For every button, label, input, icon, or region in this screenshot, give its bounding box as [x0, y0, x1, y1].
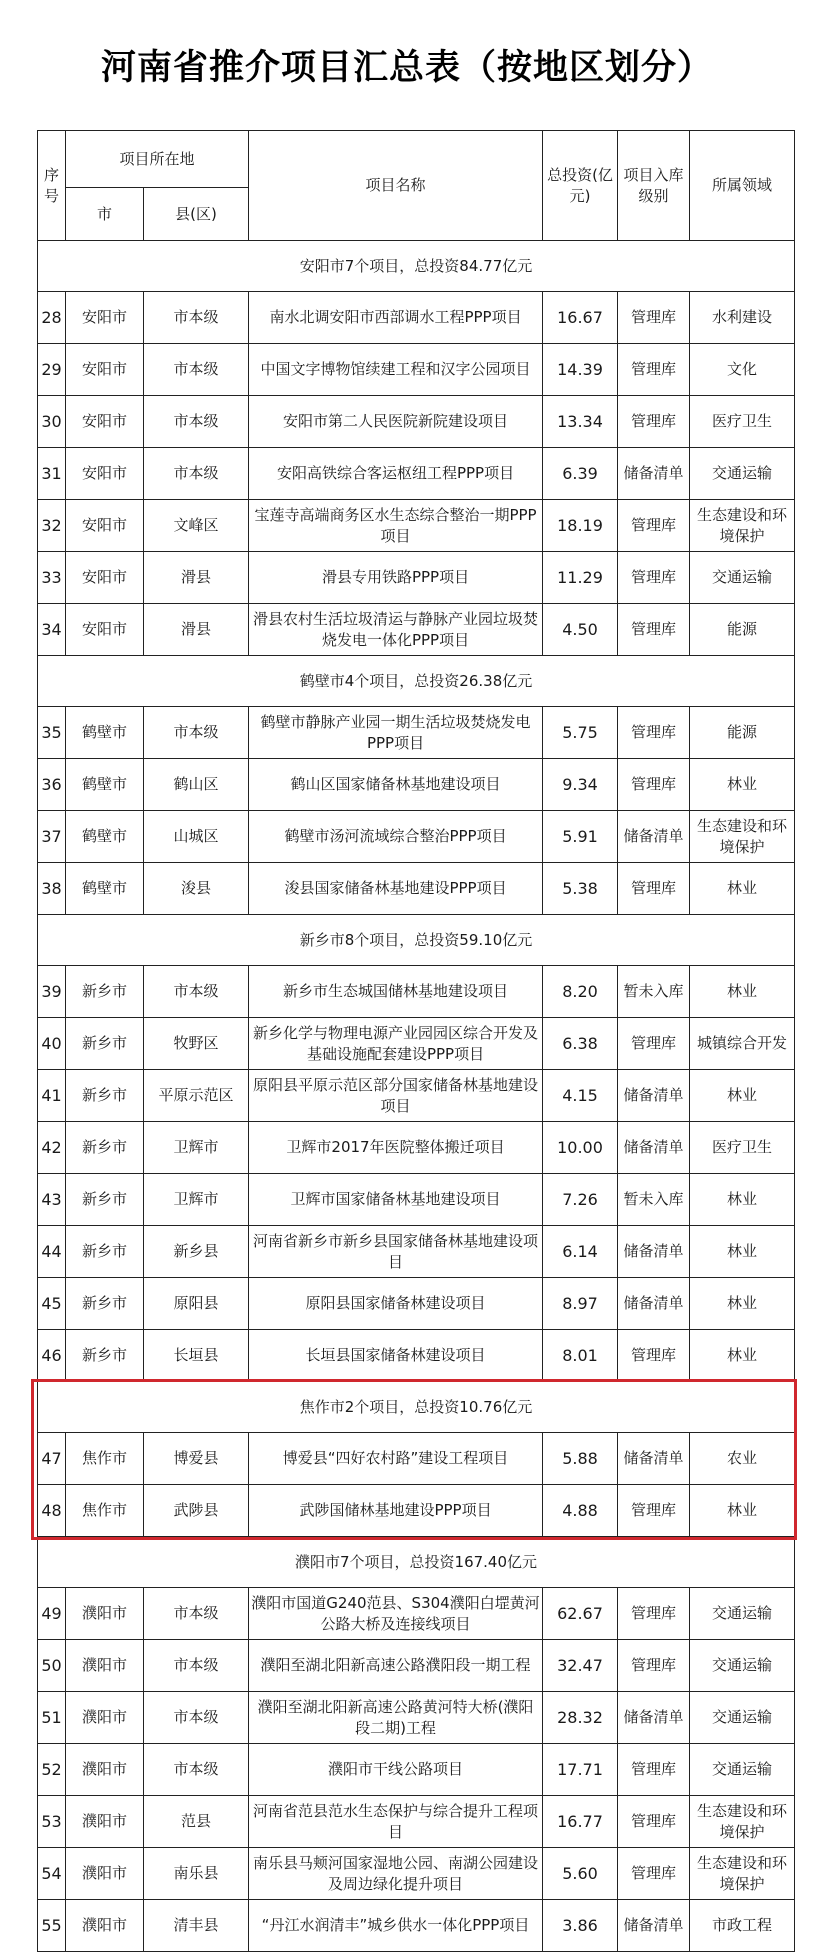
- cell-investment: 32.47: [543, 1640, 618, 1692]
- table-row: [38, 396, 795, 448]
- cell-investment: 5.75: [543, 707, 618, 759]
- cell-seq: 46: [38, 1330, 66, 1382]
- cell-project-name: 河南省范县范水生态保护与综合提升工程项目: [249, 1796, 543, 1848]
- cell-seq: 28: [38, 292, 66, 344]
- cell-project-name: 濮阳市国道G240范县、S304濮阳白堽黄河公路大桥及连接线项目: [249, 1588, 543, 1640]
- table-row: [38, 1744, 795, 1796]
- table-body: [38, 241, 795, 1952]
- cell-level: 管理库: [618, 396, 690, 448]
- cell-county: 博爱县: [144, 1433, 249, 1485]
- cell-project-name: 滑县农村生活垃圾清运与静脉产业园垃圾焚烧发电一体化PPP项目: [249, 604, 543, 656]
- cell-level: 管理库: [618, 1588, 690, 1640]
- cell-city: 新乡市: [66, 1330, 144, 1382]
- cell-county: 山城区: [144, 811, 249, 863]
- cell-field: 生态建设和环境保护: [690, 811, 795, 863]
- cell-seq: 37: [38, 811, 66, 863]
- header-field: 所属领域: [690, 131, 795, 241]
- cell-investment: 28.32: [543, 1692, 618, 1744]
- group-summary-row: [38, 241, 795, 292]
- cell-project-name: 原阳县国家储备林建设项目: [249, 1278, 543, 1330]
- group-summary: 濮阳市7个项目，总投资167.40亿元: [38, 1537, 795, 1588]
- table-row: [38, 1226, 795, 1278]
- cell-city: 鹤壁市: [66, 707, 144, 759]
- cell-investment: 16.77: [543, 1796, 618, 1848]
- cell-seq: 33: [38, 552, 66, 604]
- cell-field: 市政工程: [690, 1900, 795, 1952]
- table-row: [38, 1900, 795, 1952]
- cell-level: 管理库: [618, 707, 690, 759]
- cell-city: 濮阳市: [66, 1640, 144, 1692]
- cell-city: 安阳市: [66, 500, 144, 552]
- cell-seq: 54: [38, 1848, 66, 1900]
- group-summary-row: [38, 1382, 795, 1433]
- cell-project-name: 新乡化学与物理电源产业园园区综合开发及基础设施配套建设PPP项目: [249, 1018, 543, 1070]
- cell-city: 鹤壁市: [66, 863, 144, 915]
- cell-city: 新乡市: [66, 966, 144, 1018]
- cell-level: 储备清单: [618, 1278, 690, 1330]
- cell-level: 储备清单: [618, 811, 690, 863]
- cell-investment: 18.19: [543, 500, 618, 552]
- cell-seq: 36: [38, 759, 66, 811]
- cell-field: 交通运输: [690, 1588, 795, 1640]
- cell-level: 暂未入库: [618, 966, 690, 1018]
- cell-city: 新乡市: [66, 1174, 144, 1226]
- cell-level: 管理库: [618, 1485, 690, 1537]
- cell-county: 长垣县: [144, 1330, 249, 1382]
- cell-investment: 6.38: [543, 1018, 618, 1070]
- table-row: [38, 863, 795, 915]
- cell-investment: 62.67: [543, 1588, 618, 1640]
- cell-field: 林业: [690, 759, 795, 811]
- cell-city: 鹤壁市: [66, 811, 144, 863]
- cell-level: 管理库: [618, 292, 690, 344]
- table-row: [38, 966, 795, 1018]
- cell-project-name: 浚县国家储备林基地建设PPP项目: [249, 863, 543, 915]
- cell-county: 市本级: [144, 1692, 249, 1744]
- cell-county: 原阳县: [144, 1278, 249, 1330]
- cell-investment: 16.67: [543, 292, 618, 344]
- table-row: [38, 1692, 795, 1744]
- cell-seq: 31: [38, 448, 66, 500]
- cell-level: 管理库: [618, 500, 690, 552]
- cell-investment: 7.26: [543, 1174, 618, 1226]
- cell-seq: 55: [38, 1900, 66, 1952]
- cell-field: 城镇综合开发: [690, 1018, 795, 1070]
- cell-county: 市本级: [144, 1640, 249, 1692]
- cell-city: 新乡市: [66, 1070, 144, 1122]
- cell-project-name: 鹤壁市汤河流域综合整治PPP项目: [249, 811, 543, 863]
- cell-field: 能源: [690, 707, 795, 759]
- cell-seq: 40: [38, 1018, 66, 1070]
- group-summary: 安阳市7个项目，总投资84.77亿元: [38, 241, 795, 292]
- cell-investment: 9.34: [543, 759, 618, 811]
- table-row: [38, 1070, 795, 1122]
- cell-city: 安阳市: [66, 448, 144, 500]
- header-city: 市: [66, 188, 144, 241]
- header-location: 项目所在地: [66, 131, 249, 188]
- cell-level: 管理库: [618, 759, 690, 811]
- cell-field: 林业: [690, 1330, 795, 1382]
- table-row: [38, 1588, 795, 1640]
- cell-level: 管理库: [618, 604, 690, 656]
- cell-county: 市本级: [144, 1588, 249, 1640]
- cell-field: 交通运输: [690, 448, 795, 500]
- group-summary-row: [38, 656, 795, 707]
- table-row: [38, 552, 795, 604]
- cell-investment: 13.34: [543, 396, 618, 448]
- cell-seq: 29: [38, 344, 66, 396]
- cell-field: 交通运输: [690, 1692, 795, 1744]
- table-row: [38, 1485, 795, 1537]
- cell-field: 交通运输: [690, 552, 795, 604]
- cell-investment: 5.38: [543, 863, 618, 915]
- project-table: [37, 130, 795, 1952]
- cell-seq: 50: [38, 1640, 66, 1692]
- cell-field: 生态建设和环境保护: [690, 500, 795, 552]
- cell-city: 新乡市: [66, 1122, 144, 1174]
- cell-seq: 41: [38, 1070, 66, 1122]
- cell-project-name: 卫辉市国家储备林基地建设项目: [249, 1174, 543, 1226]
- cell-county: 南乐县: [144, 1848, 249, 1900]
- group-summary: 焦作市2个项目，总投资10.76亿元: [38, 1382, 795, 1433]
- cell-project-name: 滑县专用铁路PPP项目: [249, 552, 543, 604]
- cell-project-name: 原阳县平原示范区部分国家储备林基地建设项目: [249, 1070, 543, 1122]
- header-seq: 序号: [38, 131, 66, 241]
- cell-seq: 44: [38, 1226, 66, 1278]
- cell-county: 武陟县: [144, 1485, 249, 1537]
- cell-project-name: 博爱县“四好农村路”建设工程项目: [249, 1433, 543, 1485]
- cell-county: 平原示范区: [144, 1070, 249, 1122]
- cell-county: 浚县: [144, 863, 249, 915]
- cell-field: 交通运输: [690, 1744, 795, 1796]
- cell-field: 医疗卫生: [690, 396, 795, 448]
- cell-seq: 45: [38, 1278, 66, 1330]
- cell-project-name: 中国文字博物馆续建工程和汉字公园项目: [249, 344, 543, 396]
- cell-investment: 14.39: [543, 344, 618, 396]
- cell-county: 新乡县: [144, 1226, 249, 1278]
- cell-seq: 32: [38, 500, 66, 552]
- cell-city: 焦作市: [66, 1433, 144, 1485]
- cell-level: 管理库: [618, 552, 690, 604]
- cell-level: 储备清单: [618, 1433, 690, 1485]
- table-row: [38, 759, 795, 811]
- cell-investment: 8.20: [543, 966, 618, 1018]
- header-level: 项目入库级别: [618, 131, 690, 241]
- cell-field: 林业: [690, 966, 795, 1018]
- header-investment: 总投资(亿元): [543, 131, 618, 241]
- cell-city: 濮阳市: [66, 1796, 144, 1848]
- table-row: [38, 1433, 795, 1485]
- group-summary: 新乡市8个项目，总投资59.10亿元: [38, 915, 795, 966]
- cell-project-name: 新乡市生态城国储林基地建设项目: [249, 966, 543, 1018]
- table-row: [38, 344, 795, 396]
- cell-investment: 5.88: [543, 1433, 618, 1485]
- cell-field: 生态建设和环境保护: [690, 1796, 795, 1848]
- cell-project-name: 濮阳至湖北阳新高速公路黄河特大桥(濮阳段二期)工程: [249, 1692, 543, 1744]
- cell-city: 濮阳市: [66, 1588, 144, 1640]
- cell-field: 农业: [690, 1433, 795, 1485]
- cell-level: 暂未入库: [618, 1174, 690, 1226]
- cell-county: 文峰区: [144, 500, 249, 552]
- cell-seq: 39: [38, 966, 66, 1018]
- cell-project-name: 南水北调安阳市西部调水工程PPP项目: [249, 292, 543, 344]
- cell-investment: 3.86: [543, 1900, 618, 1952]
- cell-county: 清丰县: [144, 1900, 249, 1952]
- cell-seq: 42: [38, 1122, 66, 1174]
- cell-project-name: “丹江水润清丰”城乡供水一体化PPP项目: [249, 1900, 543, 1952]
- cell-level: 管理库: [618, 1796, 690, 1848]
- cell-city: 新乡市: [66, 1278, 144, 1330]
- cell-city: 安阳市: [66, 604, 144, 656]
- cell-investment: 4.15: [543, 1070, 618, 1122]
- cell-seq: 48: [38, 1485, 66, 1537]
- table-row: [38, 707, 795, 759]
- cell-county: 市本级: [144, 1744, 249, 1796]
- cell-seq: 52: [38, 1744, 66, 1796]
- cell-level: 管理库: [618, 1848, 690, 1900]
- cell-county: 卫辉市: [144, 1122, 249, 1174]
- cell-county: 市本级: [144, 707, 249, 759]
- cell-project-name: 安阳市第二人民医院新院建设项目: [249, 396, 543, 448]
- cell-project-name: 长垣县国家储备林建设项目: [249, 1330, 543, 1382]
- cell-investment: 6.39: [543, 448, 618, 500]
- cell-level: 管理库: [618, 1330, 690, 1382]
- cell-county: 市本级: [144, 396, 249, 448]
- cell-county: 鹤山区: [144, 759, 249, 811]
- cell-seq: 51: [38, 1692, 66, 1744]
- table-row: [38, 448, 795, 500]
- table-row: [38, 811, 795, 863]
- cell-city: 焦作市: [66, 1485, 144, 1537]
- cell-investment: 4.50: [543, 604, 618, 656]
- cell-city: 安阳市: [66, 396, 144, 448]
- cell-city: 濮阳市: [66, 1744, 144, 1796]
- cell-county: 牧野区: [144, 1018, 249, 1070]
- cell-county: 范县: [144, 1796, 249, 1848]
- table-row: [38, 1122, 795, 1174]
- cell-county: 卫辉市: [144, 1174, 249, 1226]
- cell-level: 管理库: [618, 344, 690, 396]
- cell-investment: 5.91: [543, 811, 618, 863]
- table-row: [38, 1330, 795, 1382]
- table-row: [38, 292, 795, 344]
- cell-project-name: 鹤山区国家储备林基地建设项目: [249, 759, 543, 811]
- table-row: [38, 1848, 795, 1900]
- table-row: [38, 1174, 795, 1226]
- cell-project-name: 河南省新乡市新乡县国家储备林基地建设项目: [249, 1226, 543, 1278]
- cell-seq: 53: [38, 1796, 66, 1848]
- cell-city: 濮阳市: [66, 1848, 144, 1900]
- cell-investment: 11.29: [543, 552, 618, 604]
- cell-project-name: 濮阳市干线公路项目: [249, 1744, 543, 1796]
- cell-field: 林业: [690, 1174, 795, 1226]
- cell-field: 生态建设和环境保护: [690, 1848, 795, 1900]
- cell-seq: 30: [38, 396, 66, 448]
- header-county: 县(区): [144, 188, 249, 241]
- cell-field: 林业: [690, 1278, 795, 1330]
- cell-seq: 47: [38, 1433, 66, 1485]
- cell-city: 鹤壁市: [66, 759, 144, 811]
- cell-level: 储备清单: [618, 1692, 690, 1744]
- table-row: [38, 1278, 795, 1330]
- cell-project-name: 安阳高铁综合客运枢纽工程PPP项目: [249, 448, 543, 500]
- cell-city: 安阳市: [66, 292, 144, 344]
- cell-seq: 49: [38, 1588, 66, 1640]
- group-summary-row: [38, 1537, 795, 1588]
- group-summary: 鹤壁市4个项目，总投资26.38亿元: [38, 656, 795, 707]
- cell-level: 储备清单: [618, 1900, 690, 1952]
- cell-seq: 38: [38, 863, 66, 915]
- cell-investment: 4.88: [543, 1485, 618, 1537]
- cell-field: 林业: [690, 1226, 795, 1278]
- cell-field: 医疗卫生: [690, 1122, 795, 1174]
- cell-project-name: 鹤壁市静脉产业园一期生活垃圾焚烧发电PPP项目: [249, 707, 543, 759]
- cell-county: 市本级: [144, 448, 249, 500]
- cell-level: 储备清单: [618, 1122, 690, 1174]
- cell-field: 交通运输: [690, 1640, 795, 1692]
- cell-field: 文化: [690, 344, 795, 396]
- cell-city: 新乡市: [66, 1018, 144, 1070]
- cell-level: 管理库: [618, 1744, 690, 1796]
- table-row: [38, 1796, 795, 1848]
- cell-investment: 10.00: [543, 1122, 618, 1174]
- cell-project-name: 卫辉市2017年医院整体搬迁项目: [249, 1122, 543, 1174]
- cell-field: 林业: [690, 863, 795, 915]
- cell-investment: 8.01: [543, 1330, 618, 1382]
- cell-city: 安阳市: [66, 552, 144, 604]
- cell-level: 管理库: [618, 1640, 690, 1692]
- cell-field: 林业: [690, 1070, 795, 1122]
- cell-seq: 43: [38, 1174, 66, 1226]
- cell-project-name: 南乐县马颊河国家湿地公园、南湖公园建设及周边绿化提升项目: [249, 1848, 543, 1900]
- table-row: [38, 500, 795, 552]
- cell-county: 市本级: [144, 292, 249, 344]
- cell-city: 濮阳市: [66, 1900, 144, 1952]
- cell-project-name: 宝莲寺高端商务区水生态综合整治一期PPP项目: [249, 500, 543, 552]
- page-title: 河南省推介项目汇总表（按地区划分）: [100, 48, 713, 88]
- cell-investment: 5.60: [543, 1848, 618, 1900]
- cell-seq: 35: [38, 707, 66, 759]
- cell-level: 储备清单: [618, 1226, 690, 1278]
- group-summary-row: [38, 915, 795, 966]
- cell-field: 能源: [690, 604, 795, 656]
- cell-county: 市本级: [144, 344, 249, 396]
- table-row: [38, 604, 795, 656]
- header-name: 项目名称: [249, 131, 543, 241]
- cell-level: 管理库: [618, 1018, 690, 1070]
- cell-county: 滑县: [144, 552, 249, 604]
- cell-city: 濮阳市: [66, 1692, 144, 1744]
- cell-city: 新乡市: [66, 1226, 144, 1278]
- cell-project-name: 武陟国储林基地建设PPP项目: [249, 1485, 543, 1537]
- cell-investment: 17.71: [543, 1744, 618, 1796]
- cell-level: 管理库: [618, 863, 690, 915]
- cell-county: 市本级: [144, 966, 249, 1018]
- cell-county: 滑县: [144, 604, 249, 656]
- cell-city: 安阳市: [66, 344, 144, 396]
- cell-investment: 6.14: [543, 1226, 618, 1278]
- cell-seq: 34: [38, 604, 66, 656]
- table-row: [38, 1018, 795, 1070]
- cell-level: 储备清单: [618, 1070, 690, 1122]
- table-row: [38, 1640, 795, 1692]
- cell-field: 水利建设: [690, 292, 795, 344]
- cell-field: 林业: [690, 1485, 795, 1537]
- cell-investment: 8.97: [543, 1278, 618, 1330]
- cell-level: 储备清单: [618, 448, 690, 500]
- cell-project-name: 濮阳至湖北阳新高速公路濮阳段一期工程: [249, 1640, 543, 1692]
